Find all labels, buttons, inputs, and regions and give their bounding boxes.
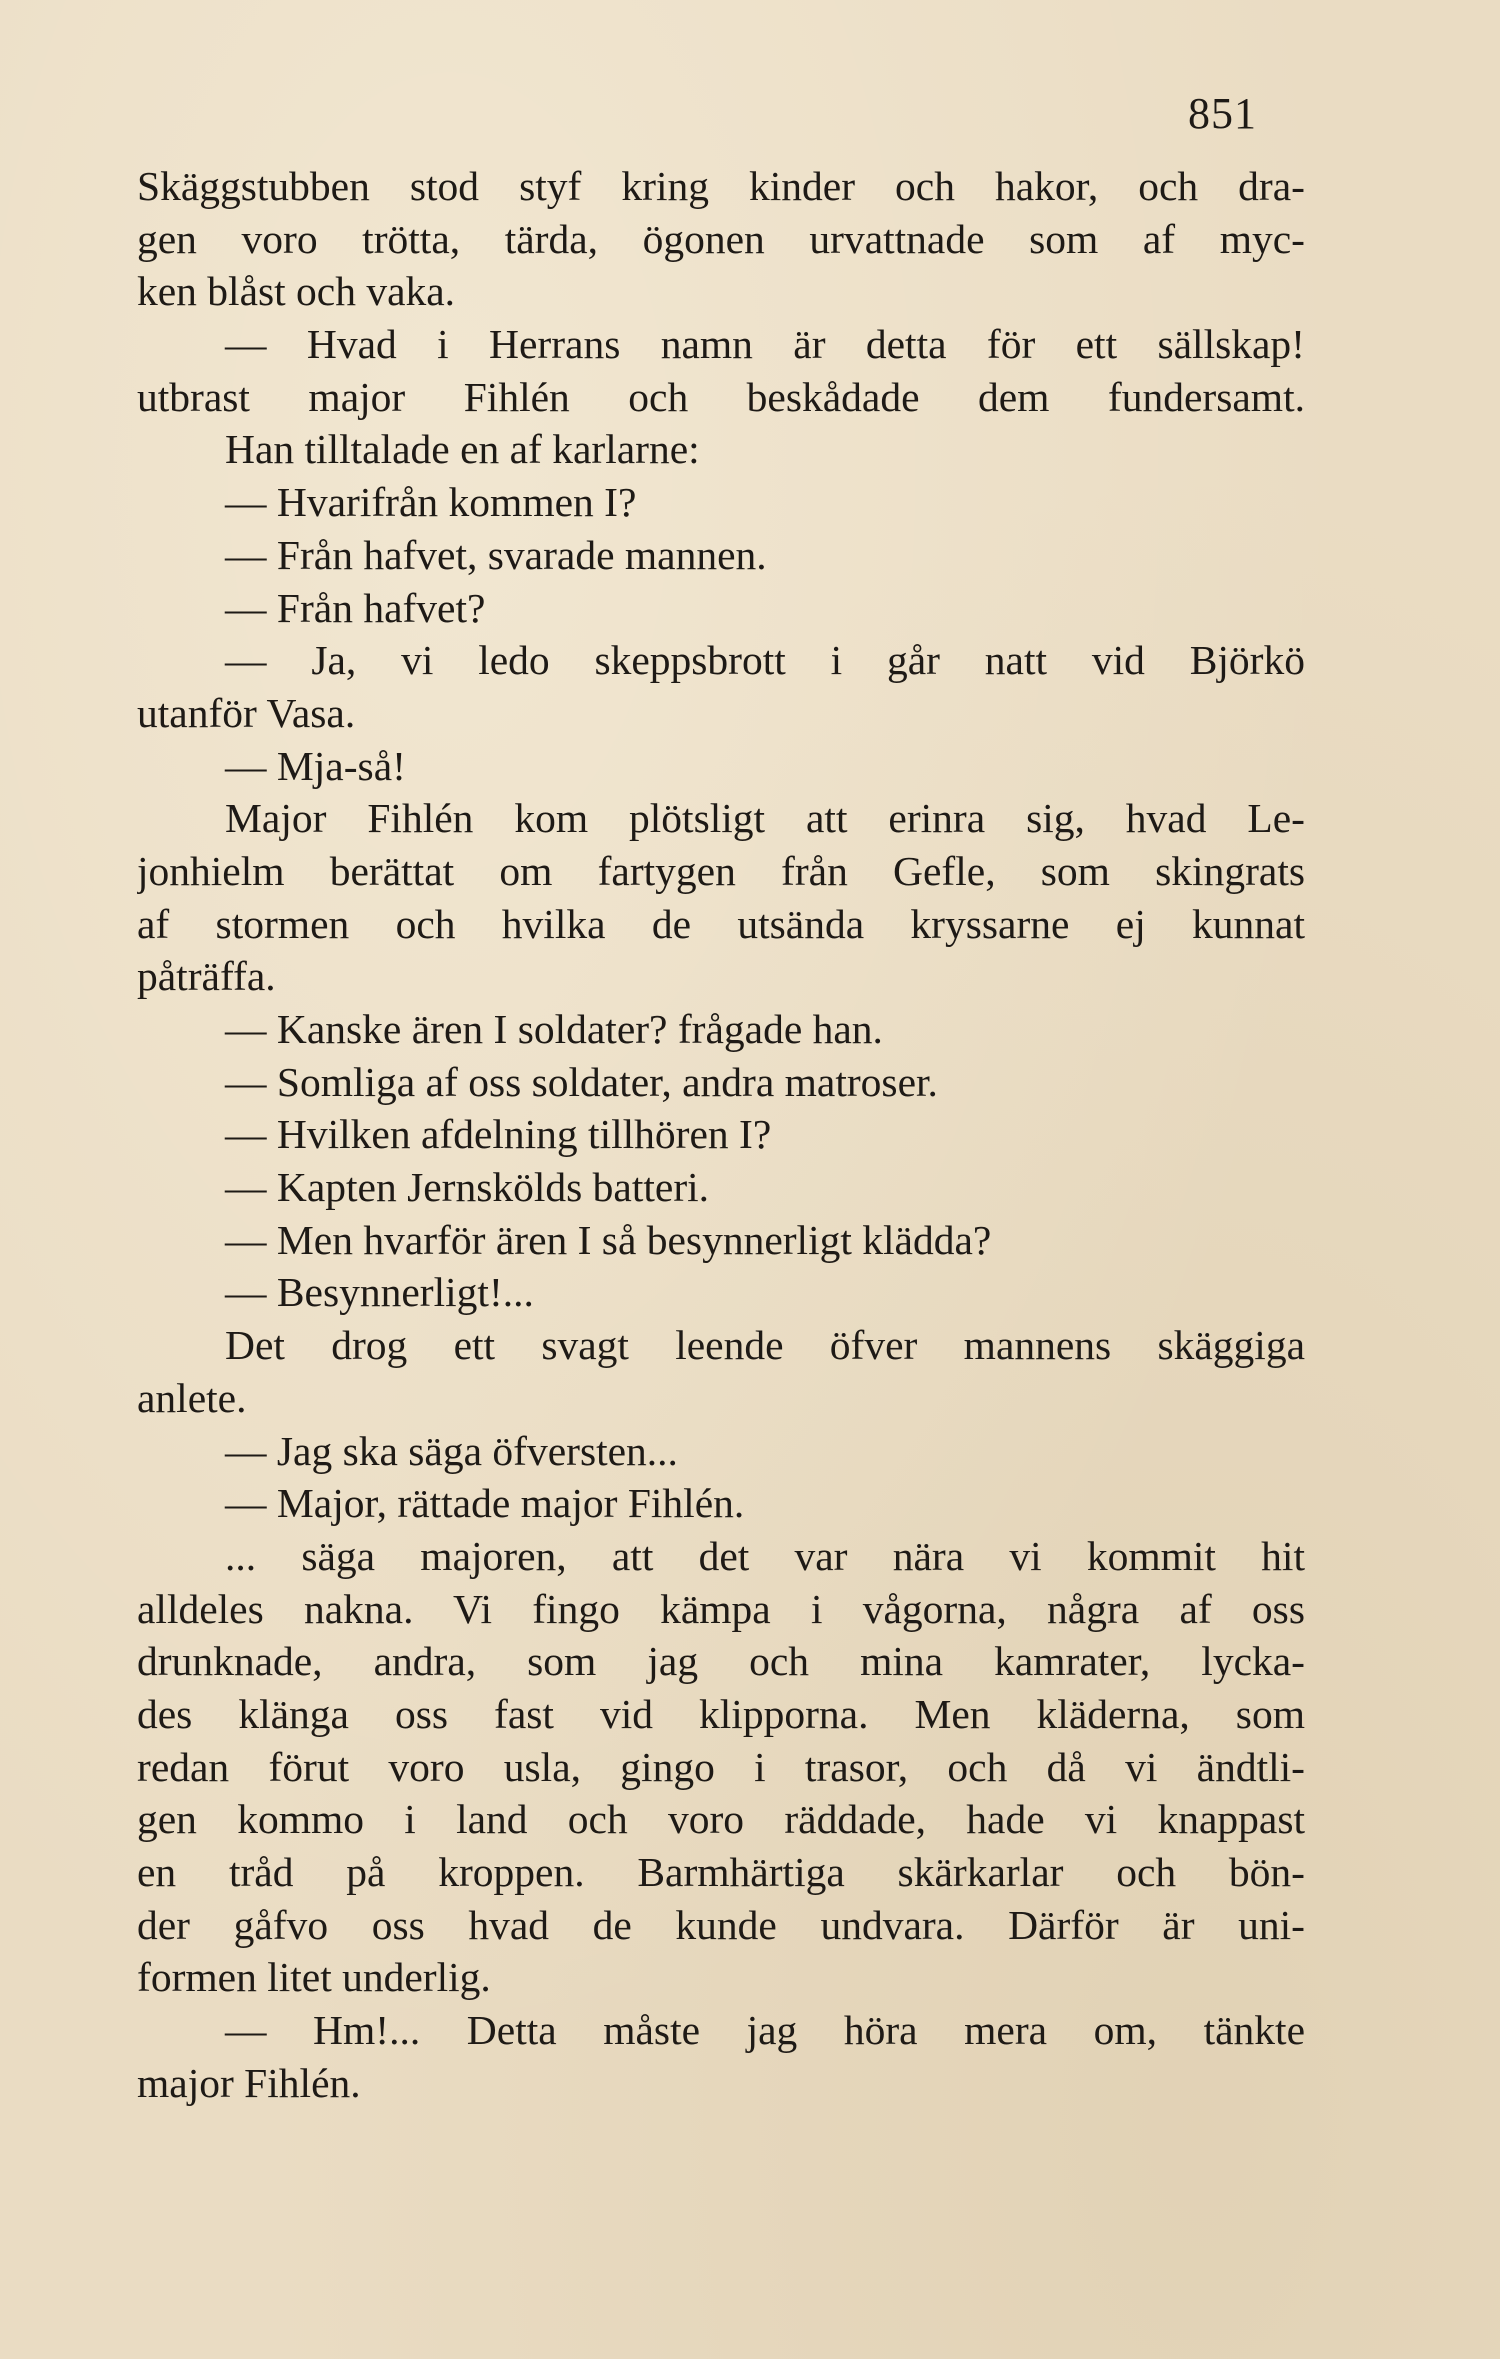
text-line: — Hm!... Detta måste jag höra mera om, tänkte [225,2007,1305,2054]
text-line: der gåfvo oss hvad de kunde undvara. Därför är uni- [137,1901,1305,1948]
text-line: alldeles nakna. Vi fingo kämpa i vågorna, några af oss [137,1585,1305,1632]
text-line: utanför Vasa. [137,689,356,736]
text-line: Major Fihlén kom plötsligt att erinra sig, hvad Le- [225,795,1305,842]
text-line: — Besynnerligt!... [225,1269,534,1316]
text-line: major Fihlén. [137,2059,361,2106]
text-line: redan förut voro usla, gingo i trasor, och då vi ändtli- [137,1743,1305,1790]
text-line: Han tilltalade en af karlarne: [225,426,700,473]
text-line: Skäggstubben stod styf kring kinder och hakor, och dra- [137,163,1305,209]
body-text [137,160,1305,2109]
text-line: des klänga oss fast vid klipporna. Men kläderna, som [137,1690,1305,1737]
text-line: — Mja-så! [225,742,406,789]
text-line: — Major, rättade major Fihlén. [225,1480,745,1527]
text-line: en tråd på kroppen. Barmhärtiga skärkarlar och bön- [137,1849,1305,1895]
text-line: drunknade, andra, som jag och mina kamrater, lycka- [137,1638,1305,1685]
text-line: — Hvad i Herrans namn är detta för ett sällskap! [225,321,1305,368]
text-line: gen kommo i land och voro räddade, hade vi knappast [137,1796,1305,1843]
text-line: — Somliga af oss soldater, andra matroser. [225,1058,938,1105]
text-line: jonhielm berättat om fartygen från Gefle, som skingrats [137,847,1305,894]
text-line: — Från hafvet, svarade mannen. [225,531,767,578]
text-line: — Ja, vi ledo skeppsbrott i går natt vid Björkö [225,637,1305,684]
text-line: — Jag ska säga öfversten... [225,1427,678,1474]
text-line: — Men hvarför ären I så besynnerligt klädda? [225,1216,992,1263]
text-line: — Från hafvet? [225,584,486,631]
page-number: 851 [1188,89,1257,138]
text-line: Det drog ett svagt leende öfver mannens skäggiga [225,1322,1305,1369]
text-line: — Hvilken afdelning tillhören I? [225,1111,772,1158]
text-line: ... säga majoren, att det var nära vi kommit hit [225,1532,1305,1579]
text-line: utbrast major Fihlén och beskådade dem fundersamt. [137,373,1305,420]
text-line: formen litet underlig. [137,1954,491,2001]
text-line: påträffa. [137,953,276,1000]
text-line: — Kanske ären I soldater? frågade han. [225,1006,883,1052]
text-line: ken blåst och vaka. [137,268,456,315]
text-line: anlete. [137,1374,247,1421]
text-line: — Hvarifrån kommen I? [225,479,637,526]
text-line: — Kapten Jernskölds batteri. [225,1164,710,1211]
text-line: gen voro trötta, tärda, ögonen urvattnade som af myc- [137,215,1305,262]
text-line: af stormen och hvilka de utsända kryssarne ej kunnat [137,900,1305,947]
